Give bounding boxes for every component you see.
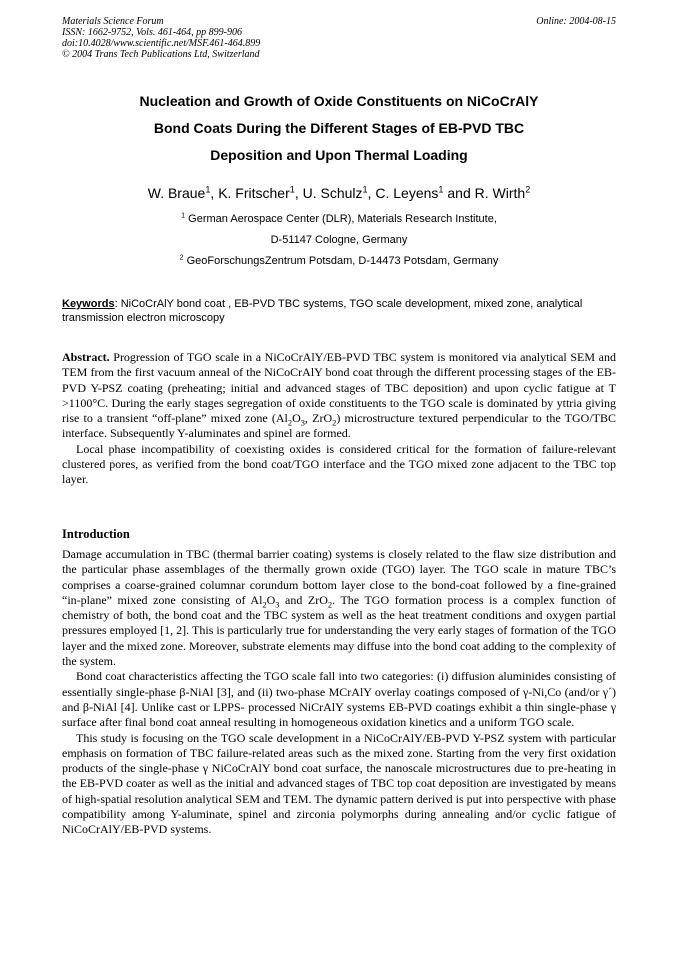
abstract: [62, 350, 616, 488]
journal-copyright: © 2004 Trans Tech Publications Ltd, Switzerland: [62, 49, 260, 60]
affiliations: [62, 209, 616, 272]
affiliation-1: $^1$ German Aerospace Center (DLR), Materials Research Institute,: [181, 211, 497, 225]
online-date: Online: 2004-08-15: [536, 16, 616, 27]
journal-name: Materials Science Forum: [62, 16, 164, 27]
author: K. Fritscher$^1$,: [218, 184, 303, 201]
affiliation-2: $^2$ GeoForschungsZentrum Potsdam, D-14473 Potsdam, Germany: [179, 253, 499, 267]
section-heading-introduction: Introduction: [62, 527, 130, 541]
journal-doi[interactable]: doi:10.4028/www.scientific.net/MSF.461-464.899: [62, 38, 261, 49]
paper-title: [62, 88, 616, 169]
title-line: Bond Coats During the Different Stages of EB-PVD TBC: [153, 120, 525, 136]
introduction-body: [62, 547, 616, 838]
abstract-paragraph: Abstract. Progression of TGO scale in a NiCoCrAlY/EB-PVD TBC system is monitored via analytical SEM and TEM from the first vacuum anneal of the NiCoCrAlY bond coat through the different processing stages of the EB-PVD Y-PSZ coating (preheating; initial and advanced stages of TBC deposition) and upon cyclic fatigue at T >1100°C. During the early stages segregation of oxide constituents to the TGO scale is dominated by yttria giving rise to a transient “off-plane” mixed zone ($Al_2O_3$, ZrO$_2$) microstructure textured perpendicular to the TGO/TBC interface. Subsequently Y-aluminates and spinel are formed.: [62, 350, 616, 441]
author: R. Wirth$^2$: [474, 184, 531, 201]
journal-issn: ISSN: 1662-9752, Vols. 461-464, pp 899-906: [62, 27, 242, 38]
keywords: [62, 297, 616, 325]
author-list: [62, 184, 616, 202]
affiliation-1-address: D-51147 Cologne, Germany: [270, 234, 408, 246]
author: U. Schulz$^1$,: [302, 184, 376, 201]
journal-header: [62, 16, 616, 60]
body-paragraph: Bond coat characteristics affecting the TGO scale fall into two categories: (i) diffusion aluminides consisting of essentially single-phase β-NiAl [3], and (ii) two-phase MCrAlY overlay coatings composed of γ-Ni,Co (and/or γ´) and β-NiAl [4]. Unlike cast or LPPS- processed NiCrAlY systems EB-PVD coatings exhibit a thin single-phase γ surface after final bond coat anneal resulting in homogeneous oxidation kinetics and a uniform TGO scale.: [62, 669, 616, 730]
author: W. Braue$^1$,: [147, 184, 219, 201]
keywords-text: : NiCoCrAlY bond coat , EB-PVD TBC systems, TGO scale development, mixed zone, analytical transmission electron microscopy: [62, 298, 583, 324]
abstract-label: Abstract.: [62, 350, 110, 364]
title-line: Deposition and Upon Thermal Loading: [210, 147, 468, 163]
body-paragraph: Damage accumulation in TBC (thermal barrier coating) systems is closely related to the flaw size distribution and the particular phase assemblages of the thermally grown oxide (TGO) layer. The TGO scale in mature TBC’s comprises a coarse-grained columnar corundum bottom layer close to the bond-coat followed by a fine-grained “in-plane” mixed zone consisting of $Al_2O_3$ and ZrO$_2$. The TGO formation process is a complex function of chemistry of both, the bond coat and the TBC system as well as the heat treatment conditions and oxygen partial pressures employed [1, 2]. This is particularly true for understanding the very early stages of formation of the TGO layer and the mixed zone. Moreover, substrate elements may diffuse into the bond coat adding to the complexity of the system.: [62, 547, 616, 669]
title-line: Nucleation and Growth of Oxide Constituents on NiCoCrAlY: [139, 93, 539, 109]
keywords-label: Keywords: [62, 298, 115, 310]
body-paragraph: This study is focusing on the TGO scale development in a NiCoCrAlY/EB-PVD Y-PSZ system with particular emphasis on formation of TBC failure-related areas such as the mixed zone. Starting from the very first oxidation products of the single-phase γ NiCoCrAlY bond coat surface, the nanoscale microstructures due to pre-heating in the EB-PVD coater as well as the initial and advanced stages of TBC top coat deposition are investigated by means of high-spatial resolution analytical SEM and TEM. The dynamic pattern derived is put into perspective with phase compatibility among Y-aluminate, spinel and zirconia polymorphs during annealing and/or cyclic fatigue of NiCoCrAlY/EB-PVD systems.: [62, 730, 616, 837]
author: C. Leyens$^1$ and: [375, 184, 475, 201]
abstract-paragraph: Local phase incompatibility of coexisting oxides is considered critical for the formation of failure-relevant clustered pores, as verified from the bond coat/TGO interface and the TGO mixed zone adjacent to the TBC top layer.: [62, 441, 616, 487]
journal-info: [62, 16, 260, 60]
